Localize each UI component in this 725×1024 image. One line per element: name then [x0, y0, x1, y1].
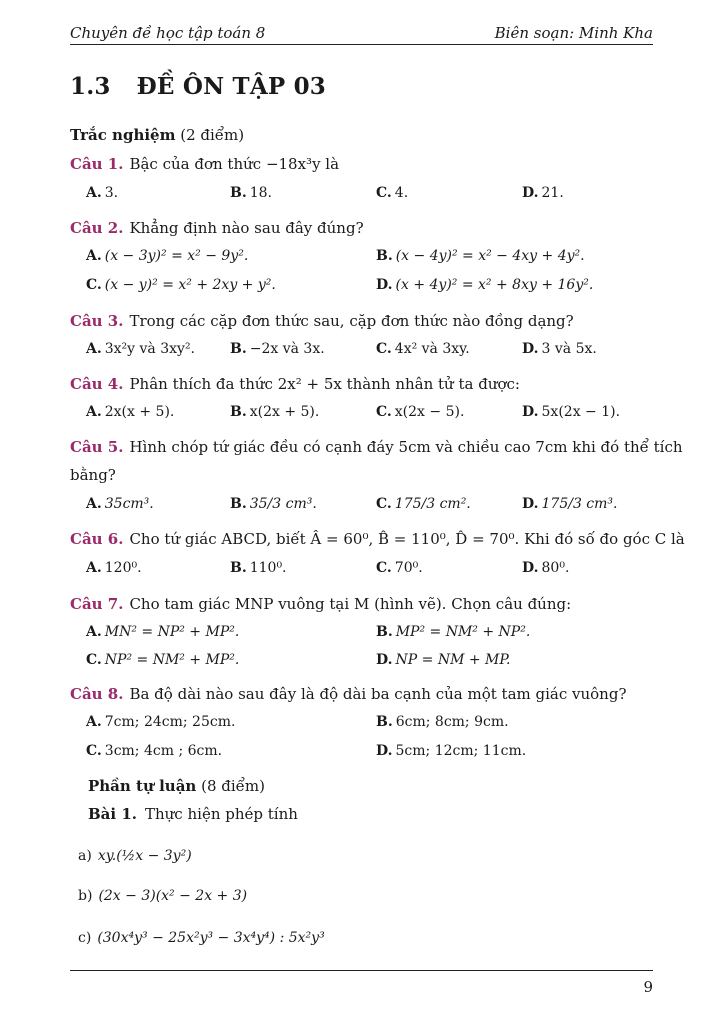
mc-heading-rest: (2 điểm) — [175, 126, 245, 144]
question-1 — [70, 155, 339, 173]
option-c[interactable]: C. (x − y)² = x² + 2xy + y². — [86, 277, 276, 293]
option-b[interactable]: B. 18. — [230, 185, 272, 201]
option-d[interactable]: D. 5x(2x − 1). — [522, 404, 621, 420]
option-c[interactable]: C. 4. — [376, 185, 409, 201]
question-label: Câu 8. — [70, 685, 124, 703]
option-d[interactable]: D. 80⁰. — [522, 560, 570, 576]
section-number: 1.3 — [70, 73, 111, 100]
question-label: Câu 7. — [70, 595, 124, 613]
mc-heading — [70, 126, 244, 144]
question-text: Bậc của đơn thức −18x³y là — [129, 155, 340, 173]
essay-heading-rest: (8 điểm) — [196, 777, 265, 795]
question-label: Câu 3. — [70, 312, 124, 330]
question-text: Phân thích đa thức 2x² + 5x thành nhân tử ta được: — [129, 375, 520, 393]
option-b[interactable]: B. 35/3 cm³. — [230, 496, 317, 512]
option-b[interactable]: B. 6cm; 8cm; 9cm. — [376, 714, 509, 730]
header-right: Biên soạn: Minh Kha — [494, 24, 653, 42]
exercise-1 — [88, 805, 298, 823]
part-b-expression: (2x − 3)(x² − 2x + 3) — [98, 888, 248, 904]
option-d[interactable]: D. 5cm; 12cm; 11cm. — [376, 743, 527, 759]
footer-rule — [70, 970, 653, 971]
exercise-label: Bài 1. — [88, 805, 137, 823]
question-text: Hình chóp tứ giác đều có cạnh đáy 5cm và chiều cao 7cm khi đó thể tích — [129, 438, 683, 456]
question-5 — [70, 438, 683, 456]
question-2 — [70, 219, 364, 237]
option-a[interactable]: A. 3x²y và 3xy². — [86, 341, 196, 357]
essay-heading-bold: Phần tự luận — [88, 777, 197, 795]
question-text: Cho tam giác MNP vuông tại M (hình vẽ). Chọn câu đúng: — [129, 595, 572, 613]
question-label: Câu 1. — [70, 155, 124, 173]
question-8 — [70, 685, 627, 703]
option-c[interactable]: C. 175/3 cm². — [376, 496, 471, 512]
option-d[interactable]: D. (x + 4y)² = x² + 8xy + 16y². — [376, 277, 594, 293]
question-text: Cho tứ giác ABCD, biết Â = 60⁰, B̂ = 110⁰, D̂ = 70⁰. Khi đó số đo góc C là — [129, 530, 685, 548]
part-c: c) (30x⁴y³ − 25x²y³ − 3x⁴y⁴) : 5x²y³ — [78, 930, 325, 946]
part-b: b) (2x − 3)(x² − 2x + 3) — [78, 888, 248, 904]
question-text: Ba độ dài nào sau đây là độ dài ba cạnh của một tam giác vuông? — [129, 685, 627, 703]
option-c[interactable]: C. 70⁰. — [376, 560, 423, 576]
option-c[interactable]: C. 3cm; 4cm ; 6cm. — [86, 743, 223, 759]
part-c-expression: (30x⁴y³ − 25x²y³ − 3x⁴y⁴) : 5x²y³ — [97, 930, 325, 946]
section-title-text: ĐỀ ÔN TẬP 03 — [136, 73, 327, 100]
question-label: Câu 4. — [70, 375, 124, 393]
question-text: Khẳng định nào sau đây đúng? — [129, 219, 364, 237]
page-number: 9 — [643, 978, 653, 996]
question-label: Câu 2. — [70, 219, 124, 237]
option-d[interactable]: D. NP = NM + MP. — [376, 652, 511, 668]
question-label: Câu 5. — [70, 438, 124, 456]
essay-heading — [88, 777, 265, 795]
option-a[interactable]: A. 120⁰. — [86, 560, 142, 576]
option-b[interactable]: B. (x − 4y)² = x² − 4xy + 4y². — [376, 248, 585, 264]
part-a-expression: xy.(½x − 3y²) — [97, 848, 192, 864]
option-c[interactable]: C. x(2x − 5). — [376, 404, 465, 420]
option-c[interactable]: C. 4x² và 3xy. — [376, 341, 470, 357]
option-d[interactable]: D. 175/3 cm³. — [522, 496, 618, 512]
option-b[interactable]: B. MP² = NM² + NP². — [376, 624, 531, 640]
question-5-continued: bằng? — [70, 466, 116, 484]
section-title — [70, 73, 326, 100]
header-left: Chuyên đề học tập toán 8 — [70, 24, 266, 42]
question-6 — [70, 530, 685, 548]
option-a[interactable]: A. 2x(x + 5). — [86, 404, 175, 420]
question-text: Trong các cặp đơn thức sau, cặp đơn thức nào đồng dạng? — [129, 312, 574, 330]
option-d[interactable]: D. 21. — [522, 185, 564, 201]
mc-heading-bold: Trắc nghiệm — [70, 126, 176, 144]
option-a[interactable]: A. 35cm³. — [86, 496, 154, 512]
option-c[interactable]: C. NP² = NM² + MP². — [86, 652, 240, 668]
option-a[interactable]: A. MN² = NP² + MP². — [86, 624, 240, 640]
question-3 — [70, 312, 574, 330]
question-4 — [70, 375, 520, 393]
page-header — [70, 22, 653, 45]
option-a[interactable]: A. 3. — [86, 185, 119, 201]
option-d[interactable]: D. 3 và 5x. — [522, 341, 597, 357]
option-a[interactable]: A. 7cm; 24cm; 25cm. — [86, 714, 236, 730]
option-b[interactable]: B. x(2x + 5). — [230, 404, 320, 420]
option-b[interactable]: B. −2x và 3x. — [230, 341, 325, 357]
part-a: a) xy.(½x − 3y²) — [78, 848, 192, 864]
exercise-text: Thực hiện phép tính — [144, 805, 298, 823]
option-a[interactable]: A. (x − 3y)² = x² − 9y². — [86, 248, 249, 264]
option-b[interactable]: B. 110⁰. — [230, 560, 287, 576]
question-label: Câu 6. — [70, 530, 124, 548]
question-7 — [70, 595, 571, 613]
